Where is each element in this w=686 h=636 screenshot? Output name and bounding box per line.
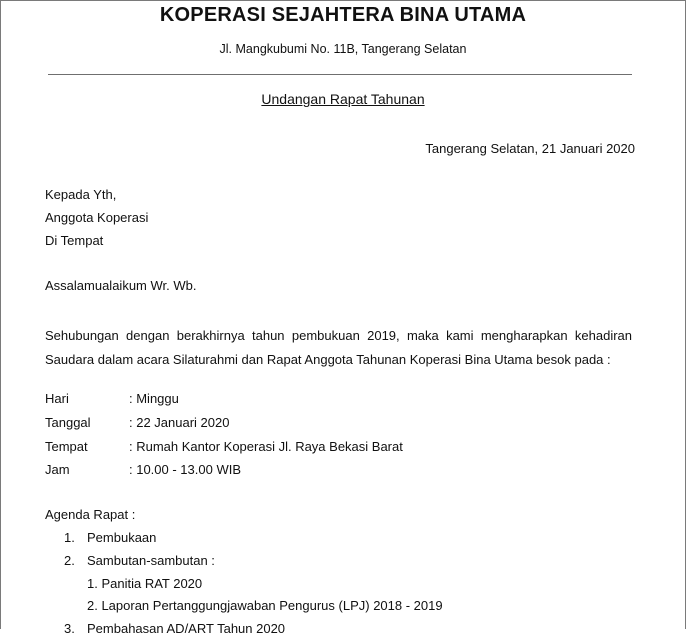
agenda-item: Pembukaan [87,530,157,545]
detail-value: : 10.00 - 13.00 WIB [129,462,242,477]
body-paragraph [45,324,632,372]
agenda-subitem: 1. Panitia RAT 2020 [87,576,203,591]
agenda-item: Pembahasan AD/ART Tahun 2020 [87,621,286,636]
detail-label: Jam [45,462,70,477]
recipient-line: Anggota Koperasi [45,210,149,225]
body-line: Saudara dalam acara Silaturahmi dan Rapat Anggota Tahunan Koperasi Bina Utama besok pada : [45,352,611,367]
recipient-line: Kepada Yth, [45,187,117,202]
recipient-line: Di Tempat [45,233,104,248]
letter-subject: Undangan Rapat Tahunan [261,91,425,107]
organization-address: Jl. Mangkubumi No. 11B, Tangerang Selatan [219,42,467,56]
organization-name: KOPERASI SEJAHTERA BINA UTAMA [159,4,527,26]
detail-label: Tanggal [45,415,91,430]
detail-value: : Minggu [129,391,179,406]
agenda-item-number: 2. [64,553,75,568]
detail-label: Tempat [45,439,88,454]
greeting: Assalamualaikum Wr. Wb. [45,278,197,293]
header-divider [48,74,632,75]
agenda-item-number: 1. [64,530,75,545]
agenda-item: Sambutan-sambutan : [87,553,215,568]
agenda-subitem: 2. Laporan Pertanggungjawaban Pengurus (LPJ) 2018 - 2019 [87,598,443,613]
detail-value: : 22 Januari 2020 [129,415,230,430]
detail-label: Hari [45,391,69,406]
agenda-heading: Agenda Rapat : [45,507,136,522]
agenda-item-number: 3. [64,621,75,636]
detail-value: : Rumah Kantor Koperasi Jl. Raya Bekasi Barat [129,439,403,454]
place-date: Tangerang Selatan, 21 Januari 2020 [425,141,635,156]
body-line: Sehubungan dengan berakhirnya tahun pembukuan 2019, maka kami mengharapkan kehadiran [45,328,632,343]
